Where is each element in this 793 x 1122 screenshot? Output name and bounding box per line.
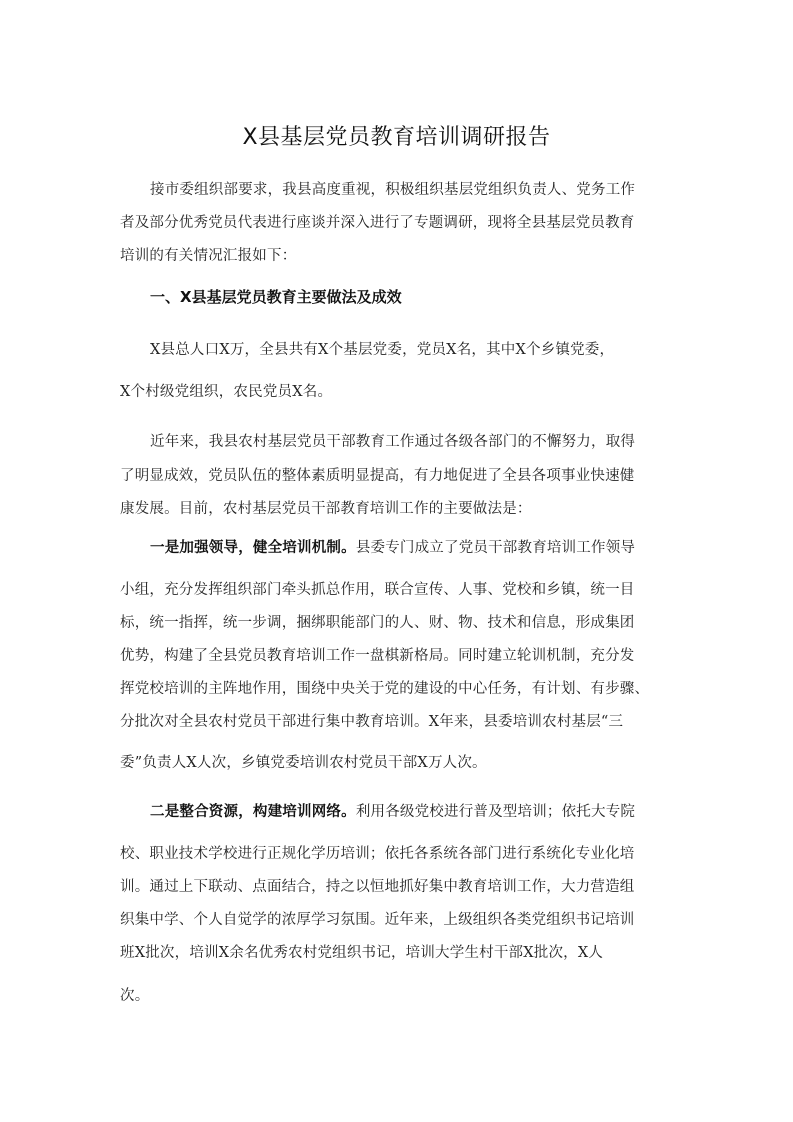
document-title: X县基层党员教育培训调研报告 xyxy=(242,125,551,150)
recent-line-2: 了明显成效，党员队伍的整体素质明显提高，有力地促进了全县各项事业快速健 xyxy=(120,468,635,484)
recent-line-1: 近年来，我县农村基层党员干部教育工作通过各级各部门的不懈努力，取得 xyxy=(150,434,636,450)
intro-line-1: 接市委组织部要求，我县高度重视，积极组织基层党组织负责人、党务工作 xyxy=(150,182,636,198)
point2-line-5: 班X批次，培训X余名优秀农村党组织书记，培训大学生村干部X批次，X人 xyxy=(120,945,604,961)
stats-line-2: X个村级党组织，农民党员X名。 xyxy=(120,384,333,400)
point2-lead-rest: 利用各级党校进行普及型培训；依托大专院 xyxy=(355,804,636,820)
point2-lead: 二是整合资源，构建培训网络。 xyxy=(150,803,356,820)
point1-lead-rest: 县委专门成立了党员干部教育培训工作领导 xyxy=(355,540,636,556)
intro-line-2: 者及部分优秀党员代表进行座谈并深入进行了专题调研，现将全县基层党员教育 xyxy=(120,215,635,231)
point2-line-4: 织集中学、个人自觉学的浓厚学习氛围。近年来，上级组织各类党组织书记培训 xyxy=(120,912,635,928)
point1-first-line xyxy=(150,536,635,557)
point2-line-3: 训。通过上下联动、点面结合，持之以恒地抓好集中教育培训工作，大力营造组 xyxy=(120,879,635,895)
point2-line-2: 校、职业技术学校进行正规化学历培训；依托各系统各部门进行系统化专业化培 xyxy=(120,846,635,862)
point1-line-5: 挥党校培训的主阵地作用，围绕中央关于党的建设的中心任务，有计划、有步骤、 xyxy=(120,681,650,697)
intro-line-3: 培训的有关情况汇报如下： xyxy=(120,248,297,264)
stats-line-1: X县总人口X万，全县共有X个基层党委，党员X名，其中X个乡镇党委， xyxy=(150,342,615,358)
point1-lead: 一是加强领导，健全培训机制。 xyxy=(150,539,356,556)
section-heading-1: 一、X县基层党员教育主要做法及成效 xyxy=(150,288,402,306)
point2-line-6: 次。 xyxy=(120,988,150,1004)
point1-line-6: 分批次对全县农村党员干部进行集中教育培训。X年来，县委培训农村基层“三 xyxy=(120,714,624,730)
point1-line-4: 优势，构建了全县党员教育培训工作一盘棋新格局。同时建立轮训机制，充分发 xyxy=(120,648,635,664)
point2-first-line xyxy=(150,800,635,821)
point1-line-3: 标，统一指挥，统一步调，捆绑职能部门的人、财、物、技术和信息，形成集团 xyxy=(120,615,635,631)
recent-line-3: 康发展。目前，农村基层党员干部教育培训工作的主要做法是： xyxy=(120,501,532,517)
point1-line-7: 委”负责人X人次，乡镇党委培训农村党员干部X万人次。 xyxy=(120,755,487,771)
point1-line-2: 小组，充分发挥组织部门牵头抓总作用，联合宣传、人事、党校和乡镇，统一目 xyxy=(120,582,635,598)
